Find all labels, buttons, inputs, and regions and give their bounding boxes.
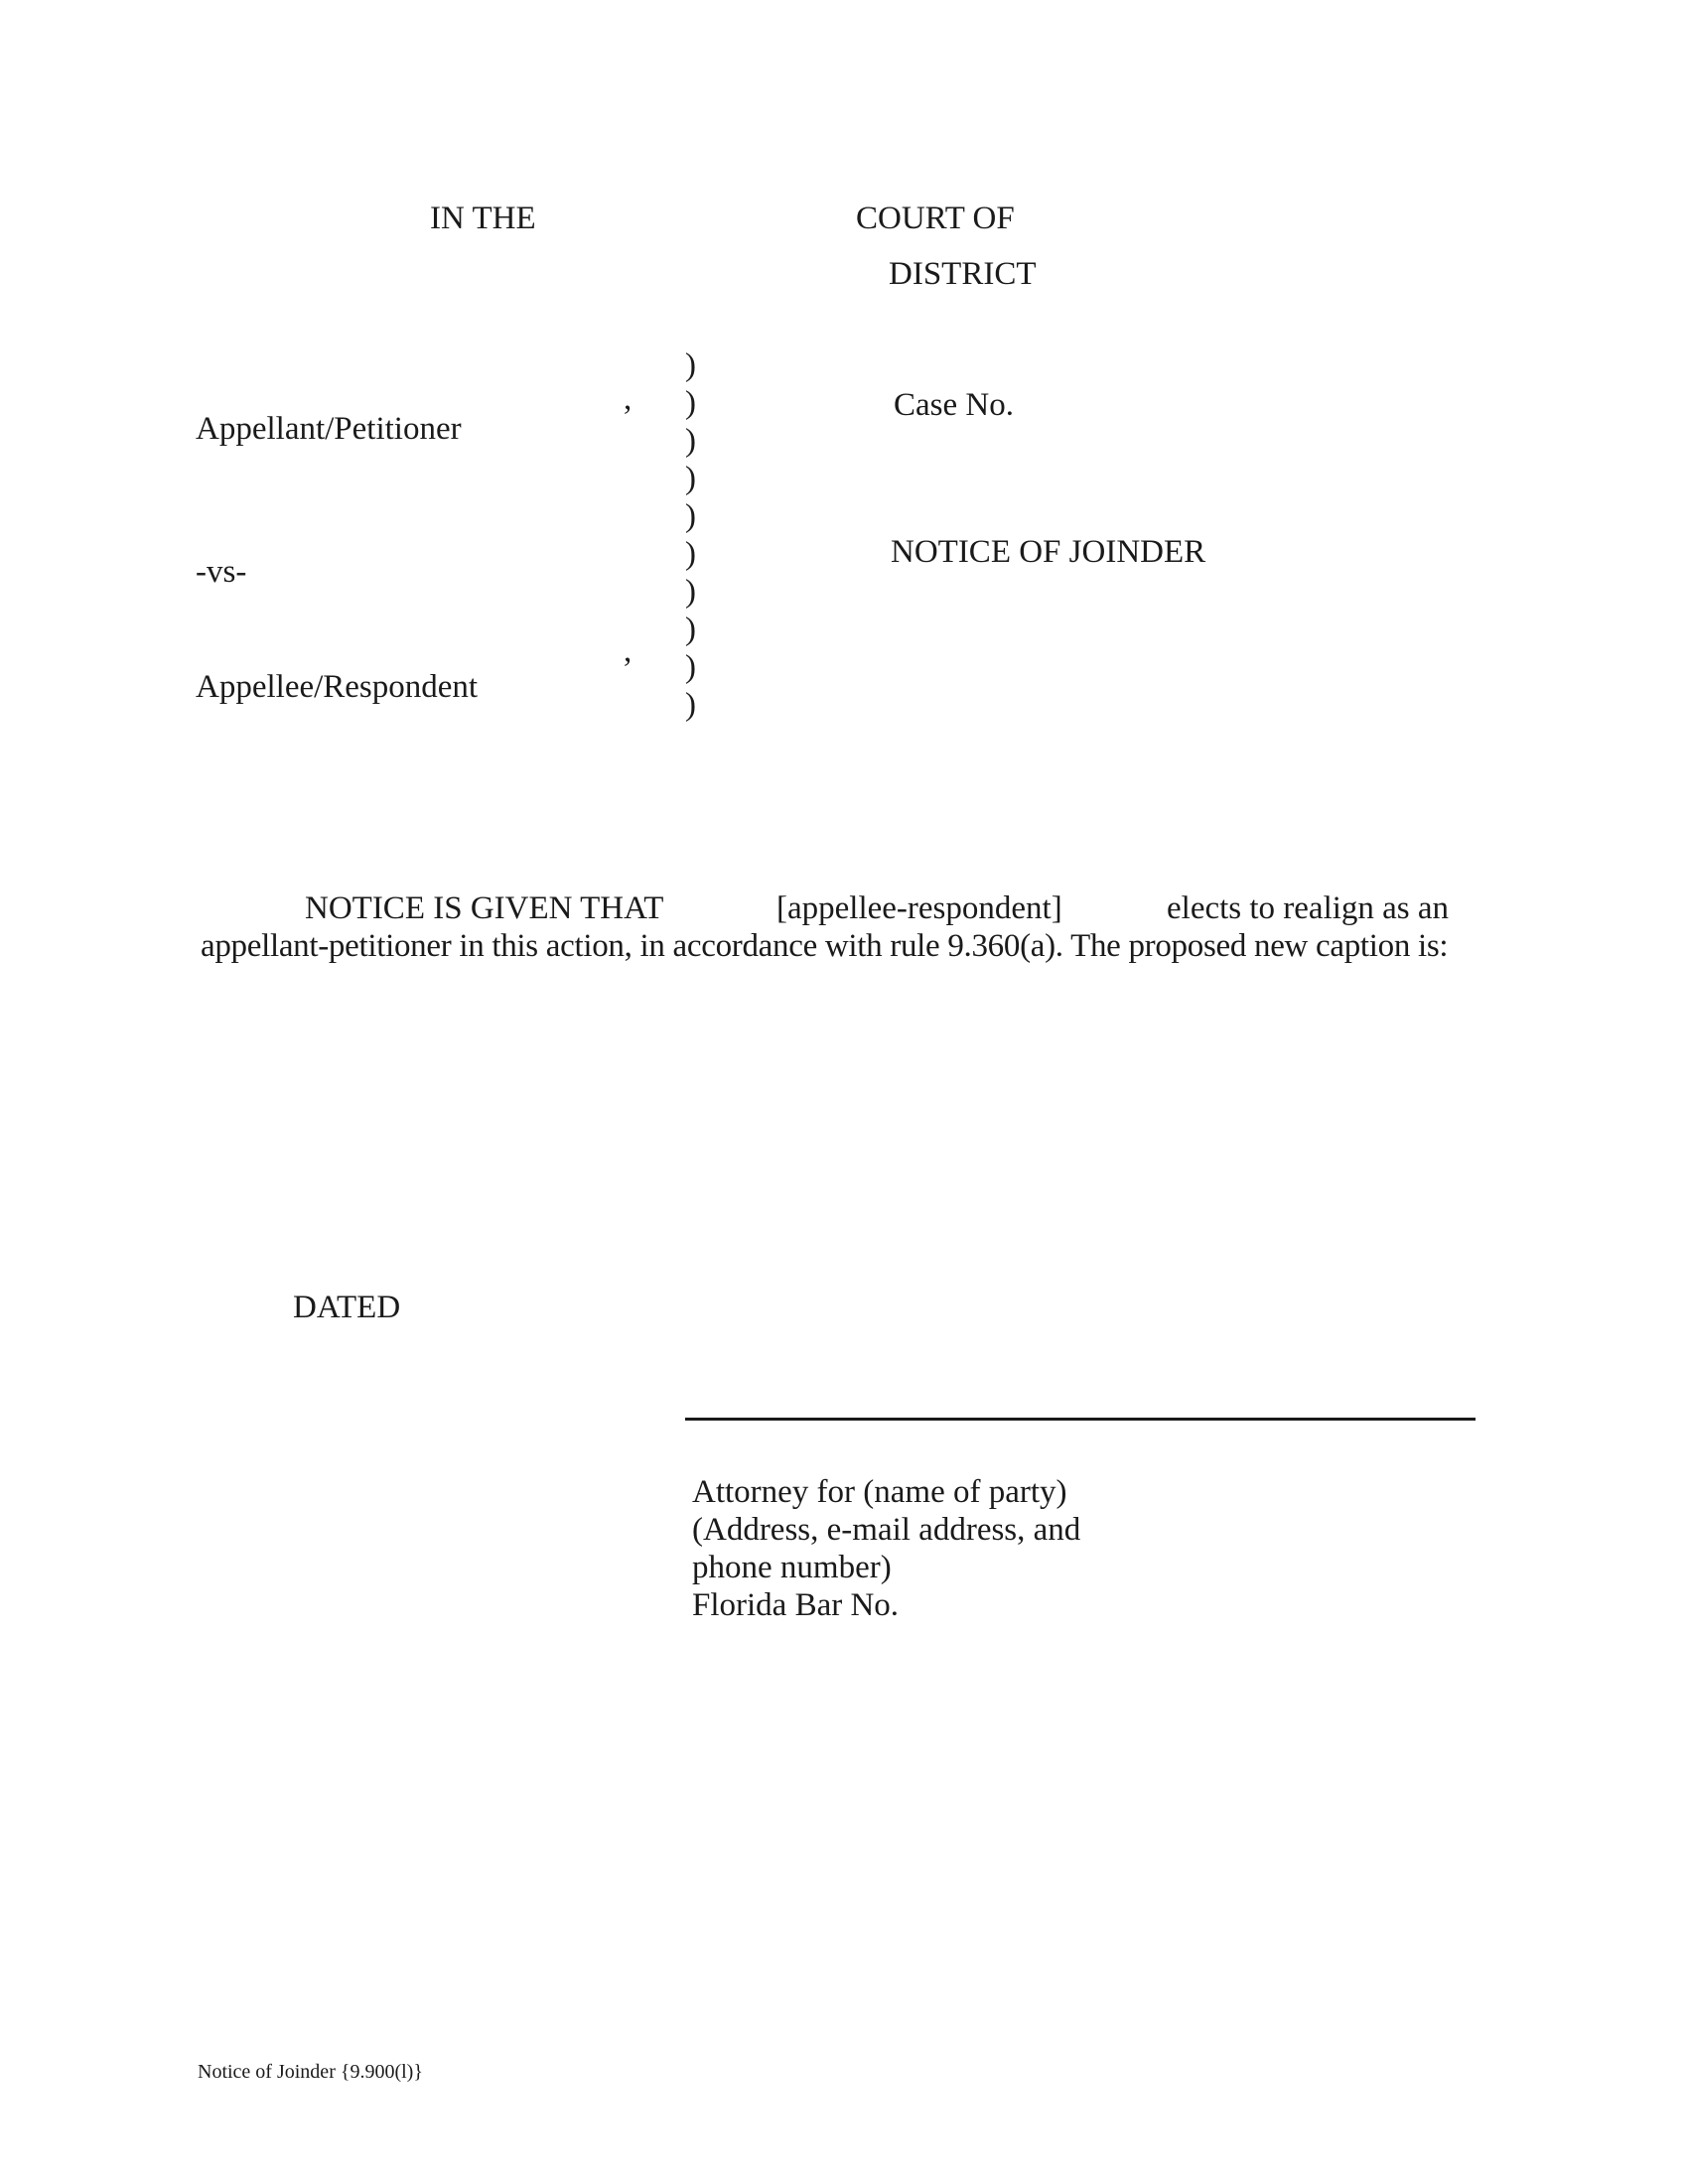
paren: )	[685, 385, 696, 421]
notice-text-line2: appellant-petitioner in this action, in accordance with rule 9.360(a). The proposed new caption is:	[201, 928, 1449, 964]
paren: )	[685, 347, 696, 383]
versus-label: -vs-	[196, 554, 247, 590]
dated-label: DATED	[293, 1290, 401, 1325]
paren: )	[685, 498, 696, 534]
signature-line	[685, 1418, 1476, 1421]
paren: )	[685, 687, 696, 723]
appellant-label: Appellant/Petitioner	[196, 411, 462, 447]
paren: )	[685, 536, 696, 572]
notice-intro: NOTICE IS GIVEN THAT	[305, 890, 664, 926]
appellee-comma: ,	[624, 633, 633, 669]
paren: )	[685, 423, 696, 459]
signature-block	[692, 1473, 1080, 1624]
notice-text-continued: elects to realign as an	[1167, 890, 1450, 926]
paren: )	[685, 649, 696, 685]
paren: )	[685, 461, 696, 496]
signature-line-bar-number: Florida Bar No.	[692, 1587, 900, 1623]
signature-line-address: (Address, e-mail address, and	[692, 1512, 1081, 1548]
document-title: NOTICE OF JOINDER	[891, 534, 1206, 570]
appellee-label: Appellee/Respondent	[196, 669, 479, 705]
court-prefix: IN THE	[430, 201, 536, 236]
form-reference-footer: Notice of Joinder {9.900(l)}	[198, 2061, 423, 2083]
appellant-comma: ,	[624, 381, 633, 417]
party-placeholder: [appellee-respondent]	[776, 890, 1062, 926]
paren: )	[685, 612, 696, 647]
signature-line-attorney-for: Attorney for (name of party)	[692, 1474, 1067, 1510]
case-number-label: Case No.	[894, 387, 1014, 423]
court-name-line2: DISTRICT	[889, 256, 1037, 292]
court-name-line1: COURT OF	[856, 201, 1015, 236]
signature-line-phone: phone number)	[692, 1550, 892, 1585]
paren: )	[685, 574, 696, 610]
